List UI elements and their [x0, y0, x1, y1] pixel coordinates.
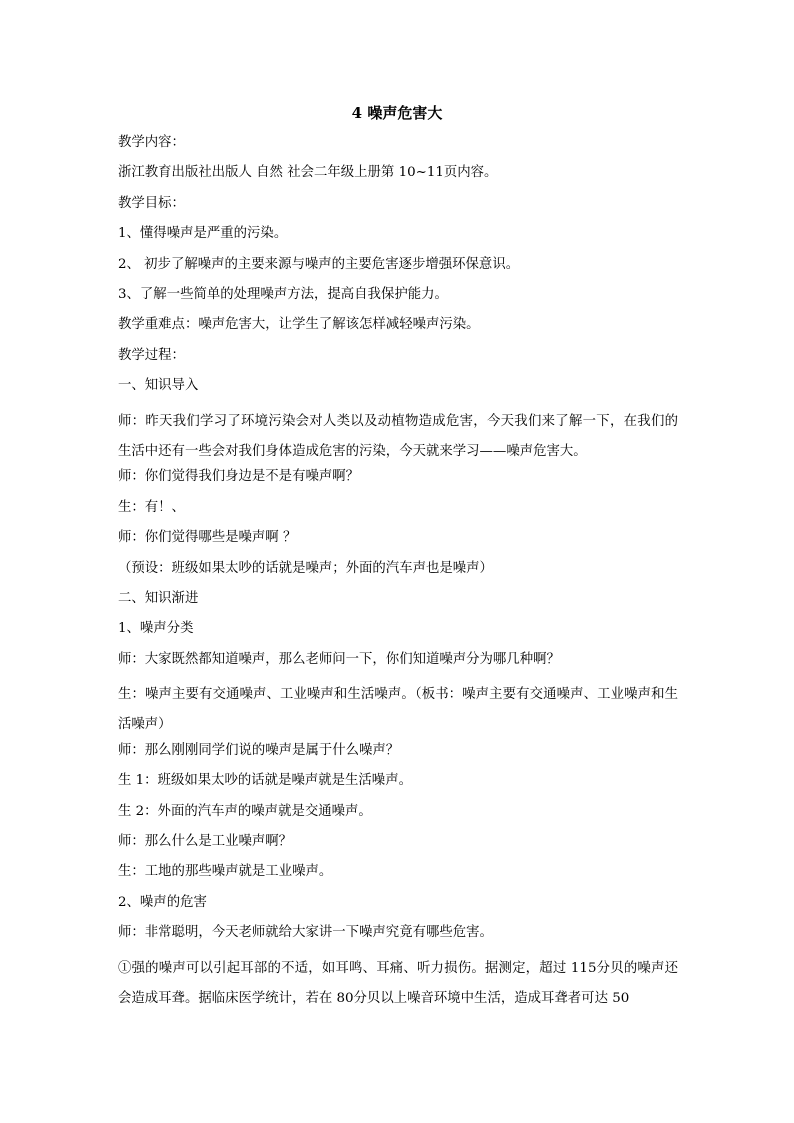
- dialogue-line: 师：那么刚刚同学们说的噪声是属于什么噪声？: [118, 742, 400, 758]
- document-title: 4 噪声危害大: [351, 104, 443, 122]
- subheading-hazards: 2、噪声的危害: [118, 894, 207, 910]
- heading-progress: 二、知识渐进: [118, 590, 199, 606]
- dialogue-line: 师：你们觉得哪些是噪声啊 ？: [118, 530, 297, 546]
- goal-item-1: 1、懂得噪声是严重的污染。: [118, 226, 288, 242]
- key-points: 教学重难点：噪声危害大，让学生了解该怎样减轻噪声污染。: [118, 317, 480, 333]
- paragraph-teacher-intro: 师：昨天我们学习了环境污染会对人类以及动植物造成危害，今天我们来了解一下，在我们的生活中还有一些会对我们身体造成危害的污染，今天就来学习——噪声危害大。: [118, 413, 678, 459]
- section-label-content: 教学内容：: [118, 135, 185, 150]
- subheading-classification: 1、噪声分类: [118, 621, 194, 637]
- dialogue-line: 师：你们觉得我们身边是不是有噪声啊？: [118, 469, 360, 485]
- dialogue-line: 师：大家既然都知道噪声，那么老师问一下，你们知道噪声分为哪几种啊？: [118, 651, 560, 667]
- dialogue-line: 师：那么什么是工业噪声啊？: [118, 834, 293, 850]
- section-label-goals: 教学目标：: [118, 195, 185, 211]
- section-label-process: 教学过程：: [118, 347, 185, 363]
- dialogue-line: 生 1：班级如果太吵的话就是噪声就是生活噪声。: [118, 773, 412, 789]
- paragraph-student-answer: 生：噪声主要有交通噪声、工业噪声和生活噪声。（板书：噪声主要有交通噪声、工业噪声和生活噪声）: [118, 687, 678, 733]
- dialogue-line: 生 2：外面的汽车声的噪声就是交通噪声。: [118, 803, 372, 819]
- content-text: 浙江教育出版社出版人 自然 社会二年级上册第 10~11页内容。: [118, 165, 498, 181]
- dialogue-line: 生：工地的那些噪声就是工业噪声。: [118, 864, 333, 880]
- document-body: [118, 133, 678, 1014]
- goal-item-3: 3、了解一些简单的处理噪声方法，提高自我保护能力。: [118, 286, 448, 302]
- preset-answer: （预设：班级如果太吵的话就是噪声；外面的汽车声也是噪声）: [118, 560, 493, 576]
- heading-intro: 一、知识导入: [118, 378, 199, 394]
- dialogue-line: 生：有！、: [118, 499, 185, 515]
- paragraph-hazard-1: ①强的噪声可以引起耳部的不适，如耳鸣、耳痛、听力损伤。据测定，超过 115分贝的噪声还会造成耳聋。据临床医学统计，若在 80分贝以上噪音环境中生活，造成耳聋者可达 50: [118, 960, 678, 1007]
- goal-item-2: 2、 初步了解噪声的主要来源与噪声的主要危害逐步增强环保意识。: [118, 256, 520, 272]
- dialogue-line: 师：非常聪明，今天老师就给大家讲一下噪声究竟有哪些危害。: [118, 925, 493, 941]
